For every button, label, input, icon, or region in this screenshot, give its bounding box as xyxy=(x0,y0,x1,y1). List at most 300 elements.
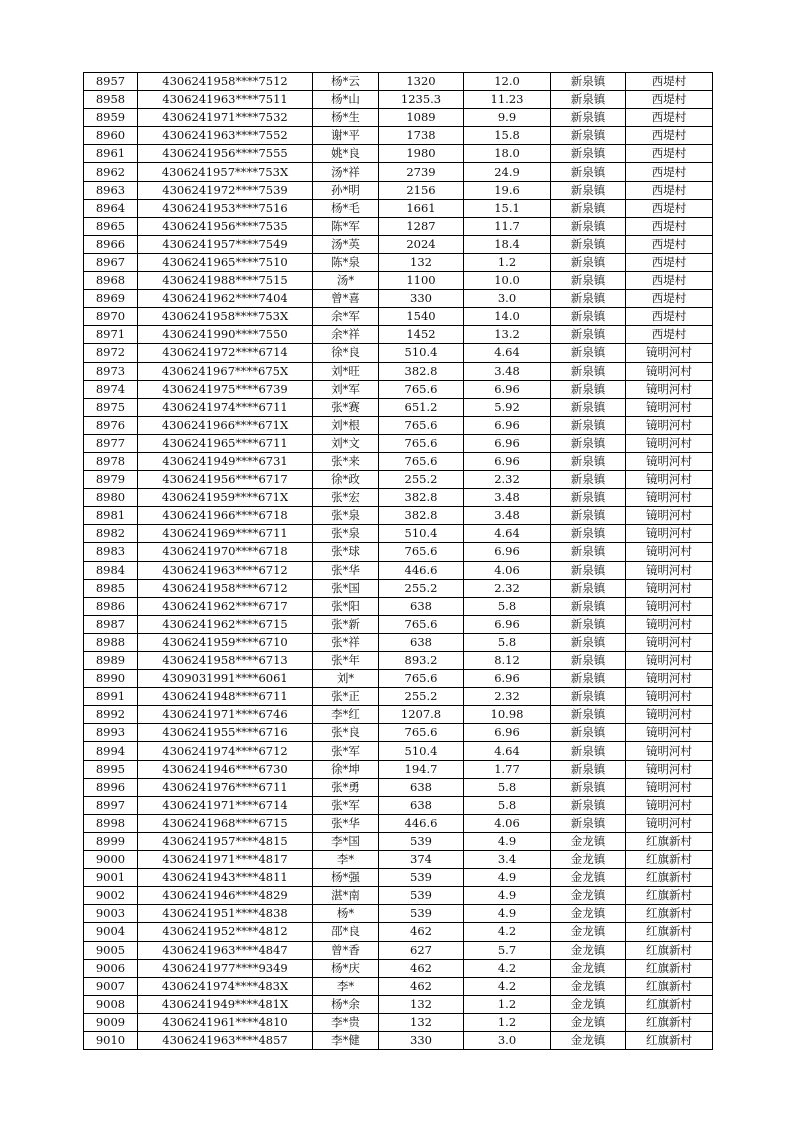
id-number-cell: 4306241957****7549 xyxy=(138,235,313,253)
person-name-cell: 张*来 xyxy=(313,452,379,470)
area-cell: 2.32 xyxy=(464,471,551,489)
person-name-cell: 徐*政 xyxy=(313,471,379,489)
area-cell: 5.8 xyxy=(464,633,551,651)
id-number-cell: 4306241961****4810 xyxy=(138,1013,313,1031)
township-cell: 新泉镇 xyxy=(551,652,626,670)
village-cell: 西堤村 xyxy=(626,253,713,271)
village-cell: 镜明河村 xyxy=(626,579,713,597)
person-name-cell: 张*军 xyxy=(313,796,379,814)
village-cell: 镜明河村 xyxy=(626,633,713,651)
area-cell: 5.7 xyxy=(464,941,551,959)
amount-cell: 374 xyxy=(379,851,464,869)
person-name-cell: 曾*喜 xyxy=(313,290,379,308)
row-number-cell: 8977 xyxy=(84,434,138,452)
township-cell: 新泉镇 xyxy=(551,615,626,633)
table-row xyxy=(84,362,713,380)
row-number-cell: 8988 xyxy=(84,633,138,651)
table-row xyxy=(84,525,713,543)
table-row xyxy=(84,959,713,977)
id-number-cell: 4306241971****7532 xyxy=(138,109,313,127)
table-row xyxy=(84,597,713,615)
id-number-cell: 4306241953****7516 xyxy=(138,199,313,217)
table-row xyxy=(84,507,713,525)
area-cell: 12.0 xyxy=(464,73,551,91)
amount-cell: 132 xyxy=(379,253,464,271)
village-cell: 镜明河村 xyxy=(626,670,713,688)
village-cell: 镜明河村 xyxy=(626,796,713,814)
id-number-cell: 4306241963****4857 xyxy=(138,1031,313,1049)
person-name-cell: 陈*军 xyxy=(313,217,379,235)
row-number-cell: 8959 xyxy=(84,109,138,127)
row-number-cell: 9007 xyxy=(84,977,138,995)
amount-cell: 638 xyxy=(379,597,464,615)
table-row xyxy=(84,253,713,271)
area-cell: 3.48 xyxy=(464,507,551,525)
person-name-cell: 张*新 xyxy=(313,615,379,633)
amount-cell: 510.4 xyxy=(379,344,464,362)
person-name-cell: 刘*文 xyxy=(313,434,379,452)
person-name-cell: 徐*坤 xyxy=(313,760,379,778)
village-cell: 西堤村 xyxy=(626,181,713,199)
table-row xyxy=(84,941,713,959)
village-cell: 西堤村 xyxy=(626,163,713,181)
id-number-cell: 4306241971****6714 xyxy=(138,796,313,814)
table-row xyxy=(84,652,713,670)
area-cell: 3.48 xyxy=(464,362,551,380)
area-cell: 6.96 xyxy=(464,434,551,452)
amount-cell: 651.2 xyxy=(379,398,464,416)
person-name-cell: 刘*根 xyxy=(313,416,379,434)
amount-cell: 765.6 xyxy=(379,380,464,398)
id-number-cell: 4306241956****7555 xyxy=(138,145,313,163)
table-row xyxy=(84,73,713,91)
id-number-cell: 4306241963****7552 xyxy=(138,127,313,145)
amount-cell: 1235.3 xyxy=(379,91,464,109)
area-cell: 6.96 xyxy=(464,452,551,470)
person-name-cell: 张*良 xyxy=(313,724,379,742)
amount-cell: 2156 xyxy=(379,181,464,199)
id-number-cell: 4306241957****4815 xyxy=(138,832,313,850)
table-row xyxy=(84,163,713,181)
village-cell: 红旗新村 xyxy=(626,851,713,869)
village-cell: 红旗新村 xyxy=(626,832,713,850)
person-name-cell: 张*泉 xyxy=(313,525,379,543)
amount-cell: 330 xyxy=(379,1031,464,1049)
table-row xyxy=(84,760,713,778)
person-name-cell: 刘*军 xyxy=(313,380,379,398)
table-row xyxy=(84,832,713,850)
row-number-cell: 8994 xyxy=(84,742,138,760)
row-number-cell: 8987 xyxy=(84,615,138,633)
row-number-cell: 8990 xyxy=(84,670,138,688)
township-cell: 金龙镇 xyxy=(551,977,626,995)
amount-cell: 382.8 xyxy=(379,362,464,380)
amount-cell: 1207.8 xyxy=(379,706,464,724)
amount-cell: 1089 xyxy=(379,109,464,127)
table-row xyxy=(84,923,713,941)
person-name-cell: 张*年 xyxy=(313,652,379,670)
table-row xyxy=(84,869,713,887)
township-cell: 金龙镇 xyxy=(551,995,626,1013)
area-cell: 4.9 xyxy=(464,832,551,850)
table-row xyxy=(84,706,713,724)
table-row xyxy=(84,290,713,308)
township-cell: 新泉镇 xyxy=(551,73,626,91)
table-row xyxy=(84,887,713,905)
area-cell: 24.9 xyxy=(464,163,551,181)
township-cell: 新泉镇 xyxy=(551,398,626,416)
id-number-cell: 4306241962****6717 xyxy=(138,597,313,615)
village-cell: 镜明河村 xyxy=(626,814,713,832)
row-number-cell: 8998 xyxy=(84,814,138,832)
table-row xyxy=(84,851,713,869)
area-cell: 1.2 xyxy=(464,995,551,1013)
village-cell: 西堤村 xyxy=(626,91,713,109)
id-number-cell: 4309031991****6061 xyxy=(138,670,313,688)
township-cell: 金龙镇 xyxy=(551,869,626,887)
table-row xyxy=(84,380,713,398)
id-number-cell: 4306241967****675X xyxy=(138,362,313,380)
area-cell: 4.9 xyxy=(464,869,551,887)
row-number-cell: 8964 xyxy=(84,199,138,217)
row-number-cell: 8967 xyxy=(84,253,138,271)
village-cell: 西堤村 xyxy=(626,109,713,127)
township-cell: 新泉镇 xyxy=(551,380,626,398)
data-table xyxy=(83,72,713,1050)
area-cell: 2.32 xyxy=(464,579,551,597)
village-cell: 西堤村 xyxy=(626,127,713,145)
row-number-cell: 8999 xyxy=(84,832,138,850)
township-cell: 金龙镇 xyxy=(551,905,626,923)
township-cell: 金龙镇 xyxy=(551,832,626,850)
village-cell: 镜明河村 xyxy=(626,688,713,706)
table-row xyxy=(84,1013,713,1031)
amount-cell: 638 xyxy=(379,778,464,796)
person-name-cell: 张*球 xyxy=(313,543,379,561)
amount-cell: 638 xyxy=(379,633,464,651)
area-cell: 11.7 xyxy=(464,217,551,235)
area-cell: 3.0 xyxy=(464,290,551,308)
amount-cell: 1320 xyxy=(379,73,464,91)
village-cell: 西堤村 xyxy=(626,145,713,163)
id-number-cell: 4306241949****6731 xyxy=(138,452,313,470)
row-number-cell: 8969 xyxy=(84,290,138,308)
township-cell: 新泉镇 xyxy=(551,416,626,434)
row-number-cell: 9006 xyxy=(84,959,138,977)
area-cell: 14.0 xyxy=(464,308,551,326)
village-cell: 镜明河村 xyxy=(626,742,713,760)
amount-cell: 638 xyxy=(379,796,464,814)
township-cell: 新泉镇 xyxy=(551,688,626,706)
row-number-cell: 8985 xyxy=(84,579,138,597)
id-number-cell: 4306241958****7512 xyxy=(138,73,313,91)
village-cell: 西堤村 xyxy=(626,272,713,290)
village-cell: 红旗新村 xyxy=(626,959,713,977)
id-number-cell: 4306241963****4847 xyxy=(138,941,313,959)
row-number-cell: 8961 xyxy=(84,145,138,163)
township-cell: 金龙镇 xyxy=(551,941,626,959)
township-cell: 新泉镇 xyxy=(551,525,626,543)
person-name-cell: 张*华 xyxy=(313,814,379,832)
amount-cell: 255.2 xyxy=(379,471,464,489)
amount-cell: 1738 xyxy=(379,127,464,145)
village-cell: 镜明河村 xyxy=(626,652,713,670)
row-number-cell: 8963 xyxy=(84,181,138,199)
area-cell: 6.96 xyxy=(464,615,551,633)
area-cell: 5.8 xyxy=(464,597,551,615)
area-cell: 4.9 xyxy=(464,887,551,905)
row-number-cell: 8973 xyxy=(84,362,138,380)
amount-cell: 539 xyxy=(379,887,464,905)
id-number-cell: 4306241948****6711 xyxy=(138,688,313,706)
row-number-cell: 8958 xyxy=(84,91,138,109)
area-cell: 4.64 xyxy=(464,742,551,760)
village-cell: 镜明河村 xyxy=(626,706,713,724)
row-number-cell: 8991 xyxy=(84,688,138,706)
table-row xyxy=(84,434,713,452)
id-number-cell: 4306241963****6712 xyxy=(138,561,313,579)
amount-cell: 2024 xyxy=(379,235,464,253)
row-number-cell: 8962 xyxy=(84,163,138,181)
table-row xyxy=(84,181,713,199)
table-row xyxy=(84,109,713,127)
id-number-cell: 4306241971****4817 xyxy=(138,851,313,869)
township-cell: 新泉镇 xyxy=(551,109,626,127)
person-name-cell: 邵*良 xyxy=(313,923,379,941)
township-cell: 新泉镇 xyxy=(551,633,626,651)
table-row xyxy=(84,688,713,706)
area-cell: 10.0 xyxy=(464,272,551,290)
row-number-cell: 8980 xyxy=(84,489,138,507)
village-cell: 红旗新村 xyxy=(626,905,713,923)
id-number-cell: 4306241955****6716 xyxy=(138,724,313,742)
area-cell: 4.2 xyxy=(464,977,551,995)
village-cell: 镜明河村 xyxy=(626,362,713,380)
village-cell: 西堤村 xyxy=(626,73,713,91)
table-row xyxy=(84,814,713,832)
person-name-cell: 杨*毛 xyxy=(313,199,379,217)
area-cell: 1.77 xyxy=(464,760,551,778)
id-number-cell: 4306241976****6711 xyxy=(138,778,313,796)
person-name-cell: 余*军 xyxy=(313,308,379,326)
table-row xyxy=(84,579,713,597)
village-cell: 镜明河村 xyxy=(626,760,713,778)
person-name-cell: 李* xyxy=(313,851,379,869)
table-row xyxy=(84,778,713,796)
table-row xyxy=(84,1031,713,1049)
row-number-cell: 8974 xyxy=(84,380,138,398)
id-number-cell: 4306241959****6710 xyxy=(138,633,313,651)
id-number-cell: 4306241972****7539 xyxy=(138,181,313,199)
township-cell: 新泉镇 xyxy=(551,706,626,724)
township-cell: 新泉镇 xyxy=(551,778,626,796)
amount-cell: 765.6 xyxy=(379,416,464,434)
table-row xyxy=(84,615,713,633)
township-cell: 新泉镇 xyxy=(551,597,626,615)
person-name-cell: 张*泉 xyxy=(313,507,379,525)
id-number-cell: 4306241958****6712 xyxy=(138,579,313,597)
row-number-cell: 8984 xyxy=(84,561,138,579)
township-cell: 金龙镇 xyxy=(551,959,626,977)
township-cell: 新泉镇 xyxy=(551,561,626,579)
amount-cell: 446.6 xyxy=(379,814,464,832)
amount-cell: 539 xyxy=(379,832,464,850)
table-row xyxy=(84,543,713,561)
table-body xyxy=(84,73,713,1050)
village-cell: 红旗新村 xyxy=(626,977,713,995)
village-cell: 西堤村 xyxy=(626,290,713,308)
person-name-cell: 汤* xyxy=(313,272,379,290)
area-cell: 4.06 xyxy=(464,814,551,832)
row-number-cell: 8965 xyxy=(84,217,138,235)
area-cell: 6.96 xyxy=(464,724,551,742)
table-row xyxy=(84,127,713,145)
table-row xyxy=(84,796,713,814)
person-name-cell: 张*祥 xyxy=(313,633,379,651)
id-number-cell: 4306241971****6746 xyxy=(138,706,313,724)
table-row xyxy=(84,905,713,923)
amount-cell: 2739 xyxy=(379,163,464,181)
area-cell: 6.96 xyxy=(464,380,551,398)
area-cell: 15.1 xyxy=(464,199,551,217)
village-cell: 镜明河村 xyxy=(626,380,713,398)
person-name-cell: 李*贵 xyxy=(313,1013,379,1031)
village-cell: 红旗新村 xyxy=(626,923,713,941)
id-number-cell: 4306241959****671X xyxy=(138,489,313,507)
township-cell: 新泉镇 xyxy=(551,814,626,832)
id-number-cell: 4306241965****7510 xyxy=(138,253,313,271)
township-cell: 新泉镇 xyxy=(551,181,626,199)
person-name-cell: 张*勇 xyxy=(313,778,379,796)
id-number-cell: 4306241966****671X xyxy=(138,416,313,434)
amount-cell: 194.7 xyxy=(379,760,464,778)
township-cell: 金龙镇 xyxy=(551,1013,626,1031)
person-name-cell: 杨* xyxy=(313,905,379,923)
area-cell: 19.6 xyxy=(464,181,551,199)
person-name-cell: 张*正 xyxy=(313,688,379,706)
person-name-cell: 湛*南 xyxy=(313,887,379,905)
amount-cell: 462 xyxy=(379,959,464,977)
id-number-cell: 4306241943****4811 xyxy=(138,869,313,887)
table-row xyxy=(84,235,713,253)
person-name-cell: 李*健 xyxy=(313,1031,379,1049)
person-name-cell: 张*赛 xyxy=(313,398,379,416)
table-row xyxy=(84,308,713,326)
amount-cell: 765.6 xyxy=(379,615,464,633)
row-number-cell: 9005 xyxy=(84,941,138,959)
township-cell: 新泉镇 xyxy=(551,362,626,380)
township-cell: 新泉镇 xyxy=(551,724,626,742)
area-cell: 13.2 xyxy=(464,326,551,344)
table-row xyxy=(84,272,713,290)
area-cell: 6.96 xyxy=(464,670,551,688)
township-cell: 新泉镇 xyxy=(551,670,626,688)
area-cell: 10.98 xyxy=(464,706,551,724)
id-number-cell: 4306241946****6730 xyxy=(138,760,313,778)
township-cell: 新泉镇 xyxy=(551,471,626,489)
person-name-cell: 姚*良 xyxy=(313,145,379,163)
person-name-cell: 杨*余 xyxy=(313,995,379,1013)
area-cell: 18.4 xyxy=(464,235,551,253)
row-number-cell: 8976 xyxy=(84,416,138,434)
table-row xyxy=(84,670,713,688)
village-cell: 镜明河村 xyxy=(626,778,713,796)
amount-cell: 1287 xyxy=(379,217,464,235)
area-cell: 1.2 xyxy=(464,1013,551,1031)
table-row xyxy=(84,489,713,507)
person-name-cell: 刘*旺 xyxy=(313,362,379,380)
id-number-cell: 4306241949****481X xyxy=(138,995,313,1013)
village-cell: 红旗新村 xyxy=(626,995,713,1013)
table-row xyxy=(84,561,713,579)
row-number-cell: 9004 xyxy=(84,923,138,941)
table-row xyxy=(84,145,713,163)
person-name-cell: 张*阳 xyxy=(313,597,379,615)
row-number-cell: 9000 xyxy=(84,851,138,869)
township-cell: 新泉镇 xyxy=(551,507,626,525)
village-cell: 镜明河村 xyxy=(626,434,713,452)
id-number-cell: 4306241958****753X xyxy=(138,308,313,326)
township-cell: 新泉镇 xyxy=(551,326,626,344)
village-cell: 西堤村 xyxy=(626,326,713,344)
person-name-cell: 张*华 xyxy=(313,561,379,579)
village-cell: 红旗新村 xyxy=(626,1013,713,1031)
village-cell: 镜明河村 xyxy=(626,724,713,742)
row-number-cell: 8975 xyxy=(84,398,138,416)
table-row xyxy=(84,199,713,217)
row-number-cell: 8983 xyxy=(84,543,138,561)
table-row xyxy=(84,91,713,109)
village-cell: 西堤村 xyxy=(626,217,713,235)
row-number-cell: 8979 xyxy=(84,471,138,489)
village-cell: 红旗新村 xyxy=(626,869,713,887)
township-cell: 新泉镇 xyxy=(551,253,626,271)
amount-cell: 765.6 xyxy=(379,670,464,688)
person-name-cell: 杨*山 xyxy=(313,91,379,109)
village-cell: 红旗新村 xyxy=(626,941,713,959)
person-name-cell: 杨*庆 xyxy=(313,959,379,977)
row-number-cell: 9003 xyxy=(84,905,138,923)
amount-cell: 765.6 xyxy=(379,724,464,742)
row-number-cell: 8993 xyxy=(84,724,138,742)
village-cell: 镜明河村 xyxy=(626,561,713,579)
amount-cell: 1452 xyxy=(379,326,464,344)
village-cell: 镜明河村 xyxy=(626,597,713,615)
village-cell: 镜明河村 xyxy=(626,489,713,507)
amount-cell: 382.8 xyxy=(379,507,464,525)
village-cell: 镜明河村 xyxy=(626,525,713,543)
township-cell: 新泉镇 xyxy=(551,163,626,181)
id-number-cell: 4306241962****7404 xyxy=(138,290,313,308)
row-number-cell: 8981 xyxy=(84,507,138,525)
id-number-cell: 4306241956****6717 xyxy=(138,471,313,489)
amount-cell: 1661 xyxy=(379,199,464,217)
person-name-cell: 汤*英 xyxy=(313,235,379,253)
amount-cell: 462 xyxy=(379,977,464,995)
amount-cell: 627 xyxy=(379,941,464,959)
amount-cell: 382.8 xyxy=(379,489,464,507)
id-number-cell: 4306241951****4838 xyxy=(138,905,313,923)
amount-cell: 1100 xyxy=(379,272,464,290)
area-cell: 2.32 xyxy=(464,688,551,706)
area-cell: 5.92 xyxy=(464,398,551,416)
township-cell: 新泉镇 xyxy=(551,344,626,362)
township-cell: 新泉镇 xyxy=(551,145,626,163)
amount-cell: 132 xyxy=(379,995,464,1013)
person-name-cell: 李* xyxy=(313,977,379,995)
person-name-cell: 杨*云 xyxy=(313,73,379,91)
township-cell: 新泉镇 xyxy=(551,199,626,217)
